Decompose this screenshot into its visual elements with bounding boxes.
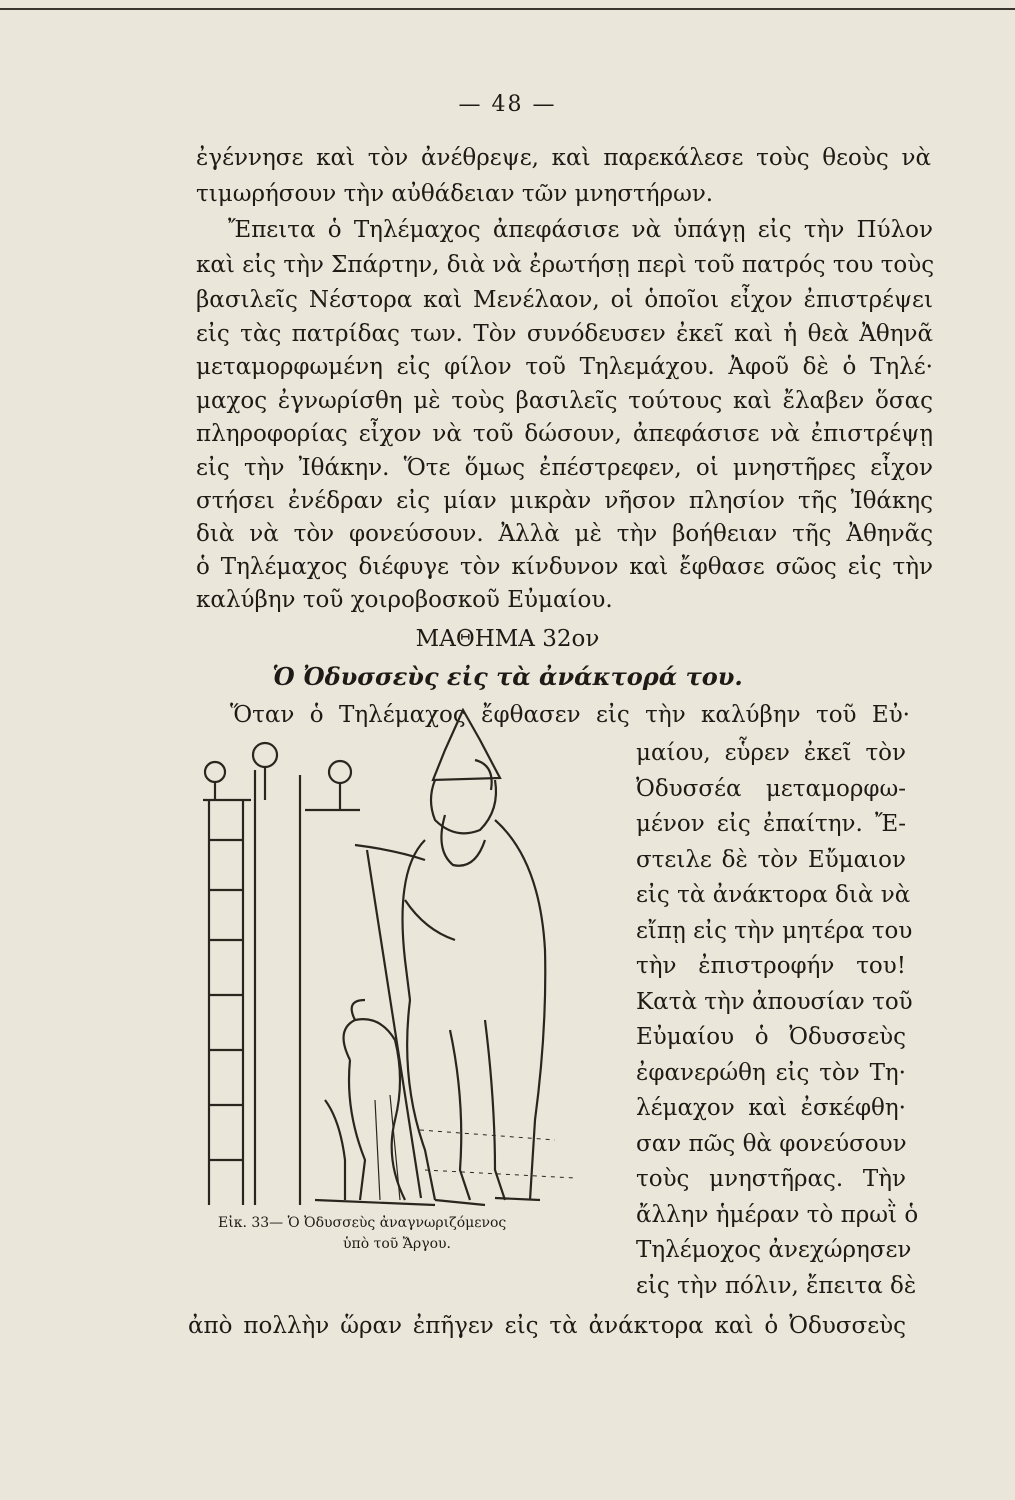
odysseus-argos-illustration	[195, 700, 625, 1215]
paragraph-line: διὰ νὰ τὸν φονεύσουν. Ἀλλὰ μὲ τὴν βοήθειαν τῆς Ἀθηνᾶς	[196, 521, 933, 547]
paragraph-line: πληροφορίας εἶχον νὰ τοῦ δώσουν, ἀπεφάσισε νὰ ἐπιστρέψῃ	[196, 421, 933, 447]
paragraph-line: στήσει ἐνέδραν εἰς μίαν μικρὰν νῆσον πλησίον τῆς Ἰθάκης	[196, 488, 933, 514]
page-number: — 48 —	[458, 92, 557, 117]
lesson-column-line: μαίου, εὗρεν ἐκεῖ τὸν	[636, 740, 906, 766]
lesson-column-line: τοὺς μνηστῆρας. Τὴν	[636, 1166, 906, 1192]
lesson-title: ΜΑΘΗΜΑ 32ον	[415, 626, 600, 652]
lesson-column-line: Τηλέμοχος ἀνεχώρησεν	[636, 1237, 912, 1263]
lesson-column-line: ἐφανερώθη εἰς τὸν Τη·	[636, 1060, 906, 1086]
paragraph-line: εἰς τὰς πατρίδας των. Τὸν συνόδευσεν ἐκεῖ καὶ ἡ θεὰ Ἀθηνᾶ	[196, 321, 933, 347]
lesson-column-line: ἄλλην ἡμέραν τὸ πρωῒ ὁ	[636, 1202, 919, 1228]
lesson-subtitle: Ὁ Ὀδυσσεὺς εἰς τὰ ἀνάκτορά του.	[272, 662, 743, 691]
paragraph-line: βασιλεῖς Νέστορα καὶ Μενέλαον, οἱ ὁποῖοι εἶχον ἐπιστρέψει	[196, 287, 933, 313]
figure-caption: Εἰκ. 33— Ὁ Ὀδυσσεὺς ἀναγνωριζόμενος	[218, 1215, 507, 1231]
paragraph-line: ὁ Τηλέμαχος διέφυγε τὸν κίνδυνον καὶ ἔφθασε σῶος εἰς τὴν	[196, 554, 933, 580]
paragraph-line: Ἔπειτα ὁ Τηλέμαχος ἀπεφάσισε νὰ ὑπάγῃ εἰς τὴν Πύλον	[228, 217, 933, 243]
top-edge-rule	[0, 8, 1015, 10]
lesson-column-line: Εὐμαίου ὁ Ὀδυσσεὺς	[636, 1024, 906, 1050]
lesson-column-line: τὴν ἐπιστροφήν του!	[636, 953, 906, 979]
lesson-column-line: μένον εἰς ἐπαίτην. Ἔ-	[636, 811, 906, 837]
figure-caption-continued: ὑπὸ τοῦ Ἄργου.	[343, 1236, 451, 1252]
paragraph-line: καλύβην τοῦ χοιροβοσκοῦ Εὐμαίου.	[196, 587, 613, 613]
paragraph-line: μαχος ἐγνωρίσθη μὲ τοὺς βασιλεῖς τούτους καὶ ἔλαβεν ὅσας	[196, 388, 933, 414]
paragraph-line: καὶ εἰς τὴν Σπάρτην, διὰ νὰ ἐρωτήσῃ περὶ τοῦ πατρός του τοὺς	[196, 252, 935, 278]
lesson-column-line: σαν πῶς θὰ φονεύσουν	[636, 1131, 907, 1157]
paragraph-line: ἐγέννησε καὶ τὸν ἀνέθρεψε, καὶ παρεκάλεσε τοὺς θεοὺς νὰ	[196, 145, 931, 171]
paragraph-line: εἰς τὴν Ἰθάκην. Ὅτε ὅμως ἐπέστρεφεν, οἱ μνηστῆρες εἶχον	[196, 455, 933, 481]
paragraph-line: τιμωρήσουν τὴν αὐθάδειαν τῶν μνηστήρων.	[196, 181, 714, 207]
lesson-column-line: εἴπῃ εἰς τὴν μητέρα του	[636, 918, 913, 944]
lesson-column-line: Ὀδυσσέα μεταμορφω-	[636, 776, 906, 802]
lesson-column-line: λέμαχον καὶ ἐσκέφθη·	[636, 1095, 906, 1121]
lesson-column-line: εἰς τὴν πόλιν, ἔπειτα δὲ	[636, 1273, 917, 1299]
lesson-column-line: στειλε δὲ τὸν Εὔμαιον	[636, 847, 906, 873]
lesson-column-line: εἰς τὰ ἀνάκτορα διὰ νὰ	[636, 882, 911, 908]
lesson-column-line: Κατὰ τὴν ἀπουσίαν τοῦ	[636, 989, 913, 1015]
lesson-line: Ὅταν ὁ Τηλέμαχος ἔφθασεν εἰς τὴν καλύβην τοῦ Εὐ·	[230, 702, 910, 728]
lesson-line: ἀπὸ πολλὴν ὥραν ἐπῆγεν εἰς τὰ ἀνάκτορα καὶ ὁ Ὀδυσσεὺς	[188, 1313, 906, 1339]
paragraph-line: μεταμορφωμένη εἰς φίλον τοῦ Τηλεμάχου. Ἀφοῦ δὲ ὁ Τηλέ·	[196, 354, 933, 380]
